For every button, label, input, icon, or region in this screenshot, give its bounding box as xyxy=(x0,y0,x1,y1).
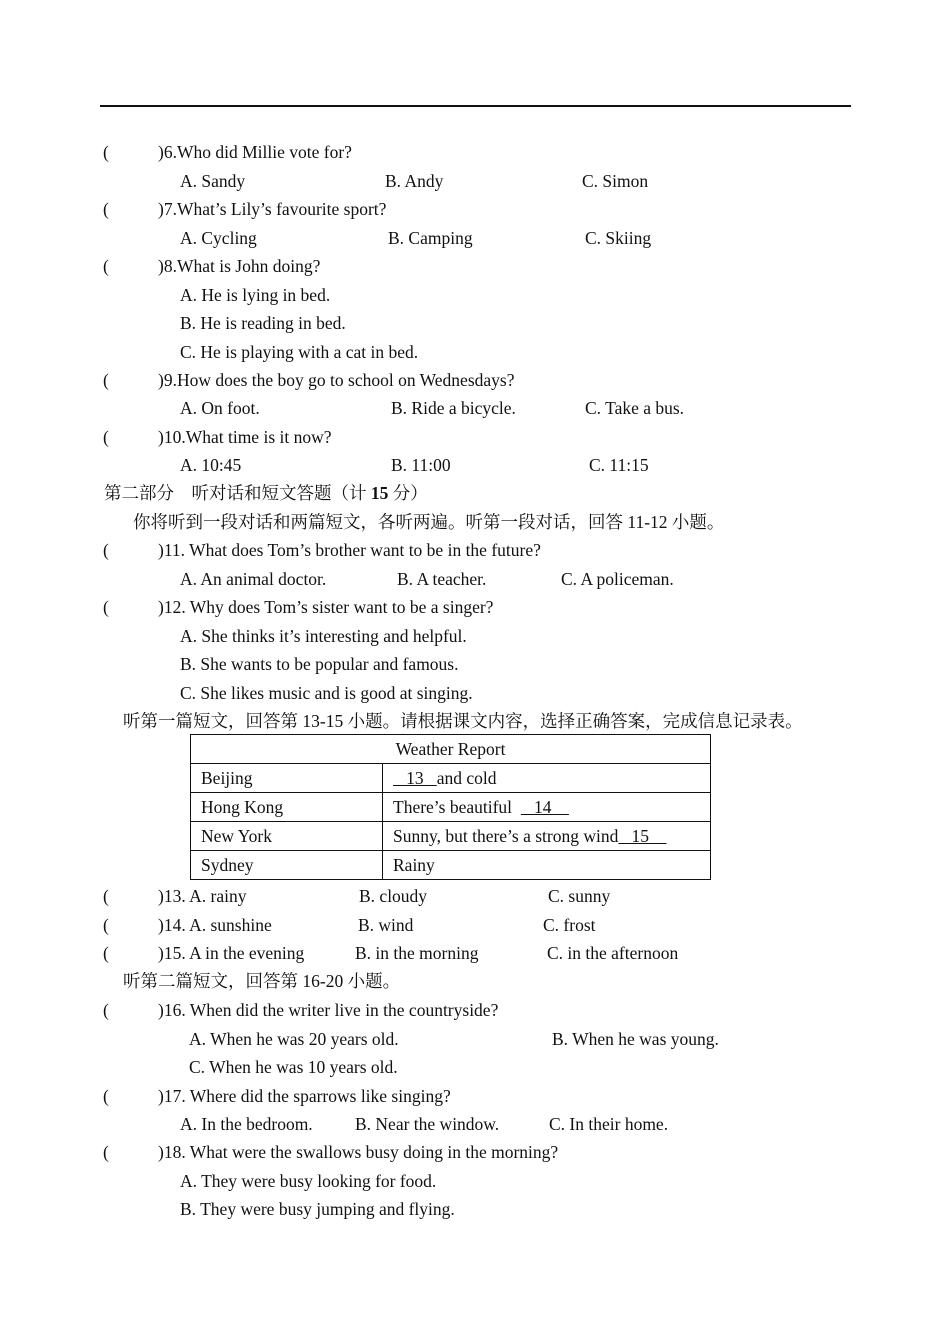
q11-option-c: C. A policeman. xyxy=(561,569,674,589)
blank-15: 15 xyxy=(618,825,667,846)
q10-option-a: A. 10:45 xyxy=(180,455,242,475)
answer-paren: ( xyxy=(103,1000,109,1020)
q16-option-a: A. When he was 20 years old. xyxy=(189,1029,399,1049)
q14-option-b: B. wind xyxy=(358,915,414,935)
q7-option-b: B. Camping xyxy=(388,228,473,248)
q10-option-b: B. 11:00 xyxy=(391,455,451,475)
q6-option-b: B. Andy xyxy=(385,171,444,191)
weather-text: There’s beautiful xyxy=(393,796,521,817)
q15-option-b: B. in the morning xyxy=(355,943,479,963)
question-18: )18. What were the swallows busy doing in the morning? xyxy=(158,1142,559,1162)
answer-paren: ( xyxy=(103,540,109,560)
q8-option-b: B. He is reading in bed. xyxy=(180,313,346,333)
q6-option-a: A. Sandy xyxy=(180,171,246,191)
answer-paren: ( xyxy=(103,199,109,219)
q9-option-b: B. Ride a bicycle. xyxy=(391,398,516,418)
q7-option-a: A. Cycling xyxy=(180,228,257,248)
q17-option-a: A. In the bedroom. xyxy=(180,1114,313,1134)
q12-option-a: A. She thinks it’s interesting and helpful. xyxy=(180,626,467,646)
table-row xyxy=(191,822,711,851)
answer-paren: ( xyxy=(103,886,109,906)
weather-text: Rainy xyxy=(393,854,435,875)
city-cell: Sydney xyxy=(191,851,383,880)
city-cell: Beijing xyxy=(191,764,383,793)
question-11: )11. What does Tom’s brother want to be in the future? xyxy=(158,540,541,560)
question-8: )8.What is John doing? xyxy=(158,256,321,276)
table-row xyxy=(191,851,711,880)
city-cell: New York xyxy=(191,822,383,851)
q12-option-c: C. She likes music and is good at singing. xyxy=(180,683,473,703)
weather-cell xyxy=(383,822,711,851)
table-row xyxy=(191,764,711,793)
q18-option-b: B. They were busy jumping and flying. xyxy=(180,1199,455,1219)
weather-cell xyxy=(383,764,711,793)
q14-option-c: C. frost xyxy=(543,915,596,935)
question-9: )9.How does the boy go to school on Wednesdays? xyxy=(158,370,515,390)
q11-option-b: B. A teacher. xyxy=(397,569,487,589)
q10-option-c: C. 11:15 xyxy=(589,455,649,475)
city-cell: Hong Kong xyxy=(191,793,383,822)
question-16: )16. When did the writer live in the countryside? xyxy=(158,1000,499,1020)
answer-paren: ( xyxy=(103,915,109,935)
q12-option-b: B. She wants to be popular and famous. xyxy=(180,654,459,674)
weather-report-table xyxy=(190,734,711,880)
section-2-intro: 你将听到一段对话和两篇短文，各听两遍。听第一段对话，回答 11-12 小题。 xyxy=(133,512,725,532)
weather-cell xyxy=(383,793,711,822)
q8-option-a: A. He is lying in bed. xyxy=(180,285,331,305)
section-2-score: 15 xyxy=(370,483,389,503)
q8-option-c: C. He is playing with a cat in bed. xyxy=(180,342,419,362)
weather-text: Sunny, but there’s a strong wind xyxy=(393,825,619,846)
q16-option-c: C. When he was 10 years old. xyxy=(189,1057,398,1077)
q11-option-a: A. An animal doctor. xyxy=(180,569,327,589)
question-7: )7.What’s Lily’s favourite sport? xyxy=(158,199,387,219)
table-row xyxy=(191,793,711,822)
q9-option-c: C. Take a bus. xyxy=(585,398,685,418)
section-2-title-post: 分） xyxy=(388,483,428,503)
q18-option-a: A. They were busy looking for food. xyxy=(180,1171,437,1191)
blank-13: 13 xyxy=(393,767,437,788)
question-15: )15. A in the evening xyxy=(158,943,305,963)
section-2-title xyxy=(104,482,428,504)
answer-paren: ( xyxy=(103,427,109,447)
q13-option-c: C. sunny xyxy=(548,886,611,906)
weather-text: and cold xyxy=(436,767,497,788)
weather-cell xyxy=(383,851,711,880)
question-6: )6.Who did Millie vote for? xyxy=(158,142,352,162)
q7-option-c: C. Skiing xyxy=(585,228,652,248)
header-rule xyxy=(100,105,851,107)
question-13: )13. A. rainy xyxy=(158,886,247,906)
passage-1-intro: 听第一篇短文，回答第 13-15 小题。请根据课文内容，选择正确答案，完成信息记录表。 xyxy=(123,711,803,731)
q17-option-c: C. In their home. xyxy=(549,1114,669,1134)
answer-paren: ( xyxy=(103,370,109,390)
q15-option-c: C. in the afternoon xyxy=(547,943,679,963)
answer-paren: ( xyxy=(103,943,109,963)
question-17: )17. Where did the sparrows like singing? xyxy=(158,1086,451,1106)
q9-option-a: A. On foot. xyxy=(180,398,260,418)
answer-paren: ( xyxy=(103,142,109,162)
passage-2-intro: 听第二篇短文，回答第 16-20 小题。 xyxy=(123,971,401,991)
answer-paren: ( xyxy=(103,597,109,617)
answer-paren: ( xyxy=(103,256,109,276)
section-2-title-pre: 第二部分 听对话和短文答题（计 xyxy=(104,483,371,503)
answer-paren: ( xyxy=(103,1086,109,1106)
question-10: )10.What time is it now? xyxy=(158,427,332,447)
blank-14: 14 xyxy=(520,796,569,817)
table-title: Weather Report xyxy=(191,735,711,764)
q6-option-c: C. Simon xyxy=(582,171,649,191)
question-14: )14. A. sunshine xyxy=(158,915,272,935)
answer-paren: ( xyxy=(103,1142,109,1162)
q17-option-b: B. Near the window. xyxy=(355,1114,500,1134)
q16-option-b: B. When he was young. xyxy=(552,1029,719,1049)
question-12: )12. Why does Tom’s sister want to be a singer? xyxy=(158,597,494,617)
q13-option-b: B. cloudy xyxy=(359,886,428,906)
